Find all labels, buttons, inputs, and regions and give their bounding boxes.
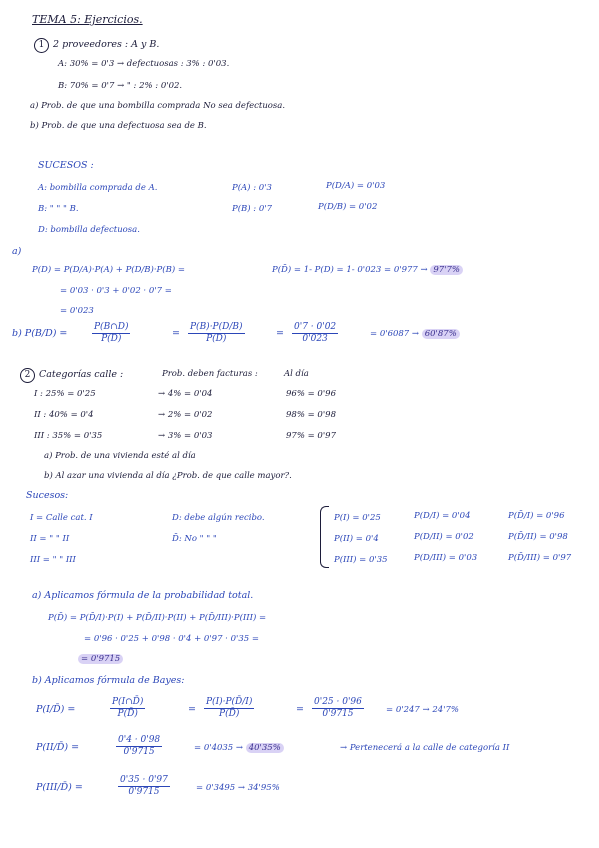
page-title: TEMA 5: Ejercicios.: [32, 13, 143, 26]
ex1-b-f3-den: 0'023: [302, 334, 328, 344]
ex2-b-title: b) Aplicamos fórmula de Bayes:: [32, 675, 185, 686]
ex2-pnd2: P(D̄/II) = 0'98: [508, 532, 568, 542]
ex1-a-result-highlight: 97'7%: [430, 265, 463, 275]
ex2-b1-eq-sign-1: =: [188, 704, 196, 715]
ex2-b1-f1-den: P(D̄): [117, 709, 138, 719]
ex2-b3-f-den: 0'9715: [128, 787, 160, 797]
ex2-suceso-not-d: D̄: No " " ": [172, 534, 217, 544]
ex2-b1-lhs: P(I/D̄) =: [36, 704, 76, 715]
ex1-b-lhs: b) P(B/D) =: [12, 328, 68, 339]
ex1-prob-b: P(B) : 0'7: [232, 204, 273, 214]
ex1-a-eq2: = 0'03 · 0'3 + 0'02 · 0'7 =: [60, 286, 172, 296]
ex2-suceso-1: I = Calle cat. I: [30, 513, 93, 523]
ex1-b-eq-sign-2: =: [276, 328, 284, 339]
ex2-number: 2: [20, 368, 35, 383]
ex2-p3: P(III) = 0'35: [334, 555, 388, 565]
ex2-b2-result: [194, 742, 284, 754]
ex2-sucesos-title: Sucesos:: [26, 490, 69, 501]
ex2-b1-f2-num: P(I)·P(D̄/I): [206, 697, 253, 707]
ex1-sucesos-title: SUCESOS :: [38, 160, 94, 171]
ex2-b1-fraction-1: [110, 697, 145, 720]
ex1-b-fraction-3: [292, 322, 338, 345]
ex2-b2-f-den: 0'9715: [123, 747, 155, 757]
ex1-question-b: b) Prob. de que una defectuosa sea de B.: [30, 121, 207, 131]
ex2-row2-cat: II : 40% = 0'4: [34, 410, 94, 420]
ex1-prob-d-given-b: P(D/B) = 0'02: [318, 202, 378, 212]
ex2-col-prob: Prob. deben facturas :: [162, 369, 258, 379]
ex2-b2-fraction: [116, 735, 162, 758]
ex2-b1-f3-den: 0'9715: [322, 709, 354, 719]
ex1-b-f3-num: 0'7 · 0'02: [294, 322, 337, 332]
ex2-pd1: P(D/I) = 0'04: [414, 511, 471, 521]
ex2-row2-prob: → 2% = 0'02: [158, 410, 213, 420]
ex2-b3-fraction: [118, 775, 170, 798]
ex1-b-f2-den: P(D): [206, 334, 227, 344]
ex1-question-a: a) Prob. de que una bombilla comprada No sea defectuosa.: [30, 101, 286, 111]
ex2-b1-eq-sign-2: =: [296, 704, 304, 715]
ex1-b-fraction-2: [188, 322, 245, 345]
ex2-suceso-d: D: debe algún recibo.: [172, 513, 265, 523]
ex1-b-eq-sign-1: =: [172, 328, 180, 339]
ex2-row1-prob: → 4% = 0'04: [158, 389, 213, 399]
ex1-b-result: [370, 328, 460, 340]
ex1-line-a: A: 30% = 0'3 → defectuosas : 3% : 0'03.: [58, 59, 230, 69]
ex2-b2-result-value: = 0'4035 →: [194, 743, 244, 753]
ex2-pnd3: P(D̄/III) = 0'97: [508, 553, 572, 563]
ex2-b1-f3-num: 0'25 · 0'96: [314, 697, 362, 707]
ex2-row2-dia: 98% = 0'98: [286, 410, 336, 420]
ex1-b-f2-num: P(B)·P(D/B): [190, 322, 243, 332]
ex1-a-complement-eq: P(D̄) = 1- P(D) = 1- 0'023 = 0'977 →: [272, 265, 428, 275]
ex2-p2: P(II) = 0'4: [334, 534, 379, 544]
ex2-b1-result: = 0'247 → 24'7%: [386, 705, 459, 715]
ex1-b-fraction-1: [92, 322, 130, 345]
ex2-p1: P(I) = 0'25: [334, 513, 381, 523]
ex1-a-eq1: P(D) = P(D/A)·P(A) + P(D/B)·P(B) =: [32, 265, 185, 275]
ex2-b1-f2-den: P(D̄): [219, 709, 240, 719]
ex2-row3-dia: 97% = 0'97: [286, 431, 336, 441]
ex2-a-eq2: = 0'96 · 0'25 + 0'98 · 0'4 + 0'97 · 0'35 =: [84, 634, 259, 644]
brace-icon: [320, 506, 329, 568]
ex1-b-f1-den: P(D): [101, 334, 122, 344]
ex2-suceso-2: II = " " II: [30, 534, 70, 544]
ex2-b3-result: = 0'3495 → 34'95%: [196, 783, 280, 793]
ex2-row1-dia: 96% = 0'96: [286, 389, 336, 399]
ex2-row3-cat: III : 35% = 0'35: [34, 431, 103, 441]
ex2-pd3: P(D/III) = 0'03: [414, 553, 478, 563]
ex1-suceso-b: B: " " " B.: [38, 204, 79, 214]
ex1-b-result-highlight: 60'87%: [422, 329, 460, 339]
ex2-row3-prob: → 3% = 0'03: [158, 431, 213, 441]
ex2-b2-result-highlight: 40'35%: [246, 743, 284, 753]
ex1-a-eq3: = 0'023: [60, 306, 94, 316]
ex1-prob-d-given-a: P(D/A) = 0'03: [326, 181, 386, 191]
ex2-question-b: b) Al azar una vivienda al día ¿Prob. de que calle mayor?.: [44, 471, 292, 481]
ex1-suceso-a: A: bombilla comprada de A.: [38, 183, 158, 193]
ex2-pd2: P(D/II) = 0'02: [414, 532, 474, 542]
ex2-suceso-3: III = " " III: [30, 555, 76, 565]
ex2-header: [20, 368, 123, 383]
ex2-b3-f-num: 0'35 · 0'97: [120, 775, 168, 785]
ex2-a-title: a) Aplicamos fórmula de la probabilidad total.: [32, 590, 254, 601]
ex2-question-a: a) Prob. de una vivienda esté al día: [44, 451, 196, 461]
ex2-a-eq1: P(D̄) = P(D̄/I)·P(I) + P(D̄/II)·P(II) + P(D̄/III)·P(III) =: [48, 613, 267, 623]
ex2-b1-fraction-2: [204, 697, 254, 720]
ex2-pnd1: P(D̄/I) = 0'96: [508, 511, 565, 521]
ex2-b3-lhs: P(III/D̄) =: [36, 782, 83, 793]
ex1-header: [34, 38, 159, 53]
ex1-suceso-d: D: bombilla defectuosa.: [38, 225, 140, 235]
ex1-header-text: 2 proveedores : A y B.: [53, 39, 160, 50]
ex1-prob-a: P(A) : 0'3: [232, 183, 272, 193]
ex2-col-aldia: Al día: [284, 369, 309, 379]
ex2-b2-lhs: P(II/D̄) =: [36, 742, 80, 753]
ex1-a-label: a): [12, 246, 22, 257]
ex1-b-result-value: = 0'6087 →: [370, 329, 420, 339]
ex2-a-eq3: [78, 653, 123, 665]
ex2-b2-f-num: 0'4 · 0'98: [118, 735, 161, 745]
ex1-a-complement: [272, 264, 463, 276]
ex2-b1-fraction-3: [312, 697, 364, 720]
ex2-col-categories: Categorías calle :: [39, 369, 124, 380]
ex1-line-b: B: 70% = 0'7 → " : 2% : 0'02.: [58, 81, 183, 91]
ex1-number: 1: [34, 38, 49, 53]
ex2-row1-cat: I : 25% = 0'25: [34, 389, 96, 399]
ex2-b1-f1-num: P(I∩D̄): [112, 697, 144, 707]
ex2-a-result-highlight: = 0'9715: [78, 654, 123, 664]
ex2-b2-note: → Pertenecerá a la calle de categoría II: [340, 743, 510, 753]
ex1-b-f1-num: P(B∩D): [94, 322, 129, 332]
